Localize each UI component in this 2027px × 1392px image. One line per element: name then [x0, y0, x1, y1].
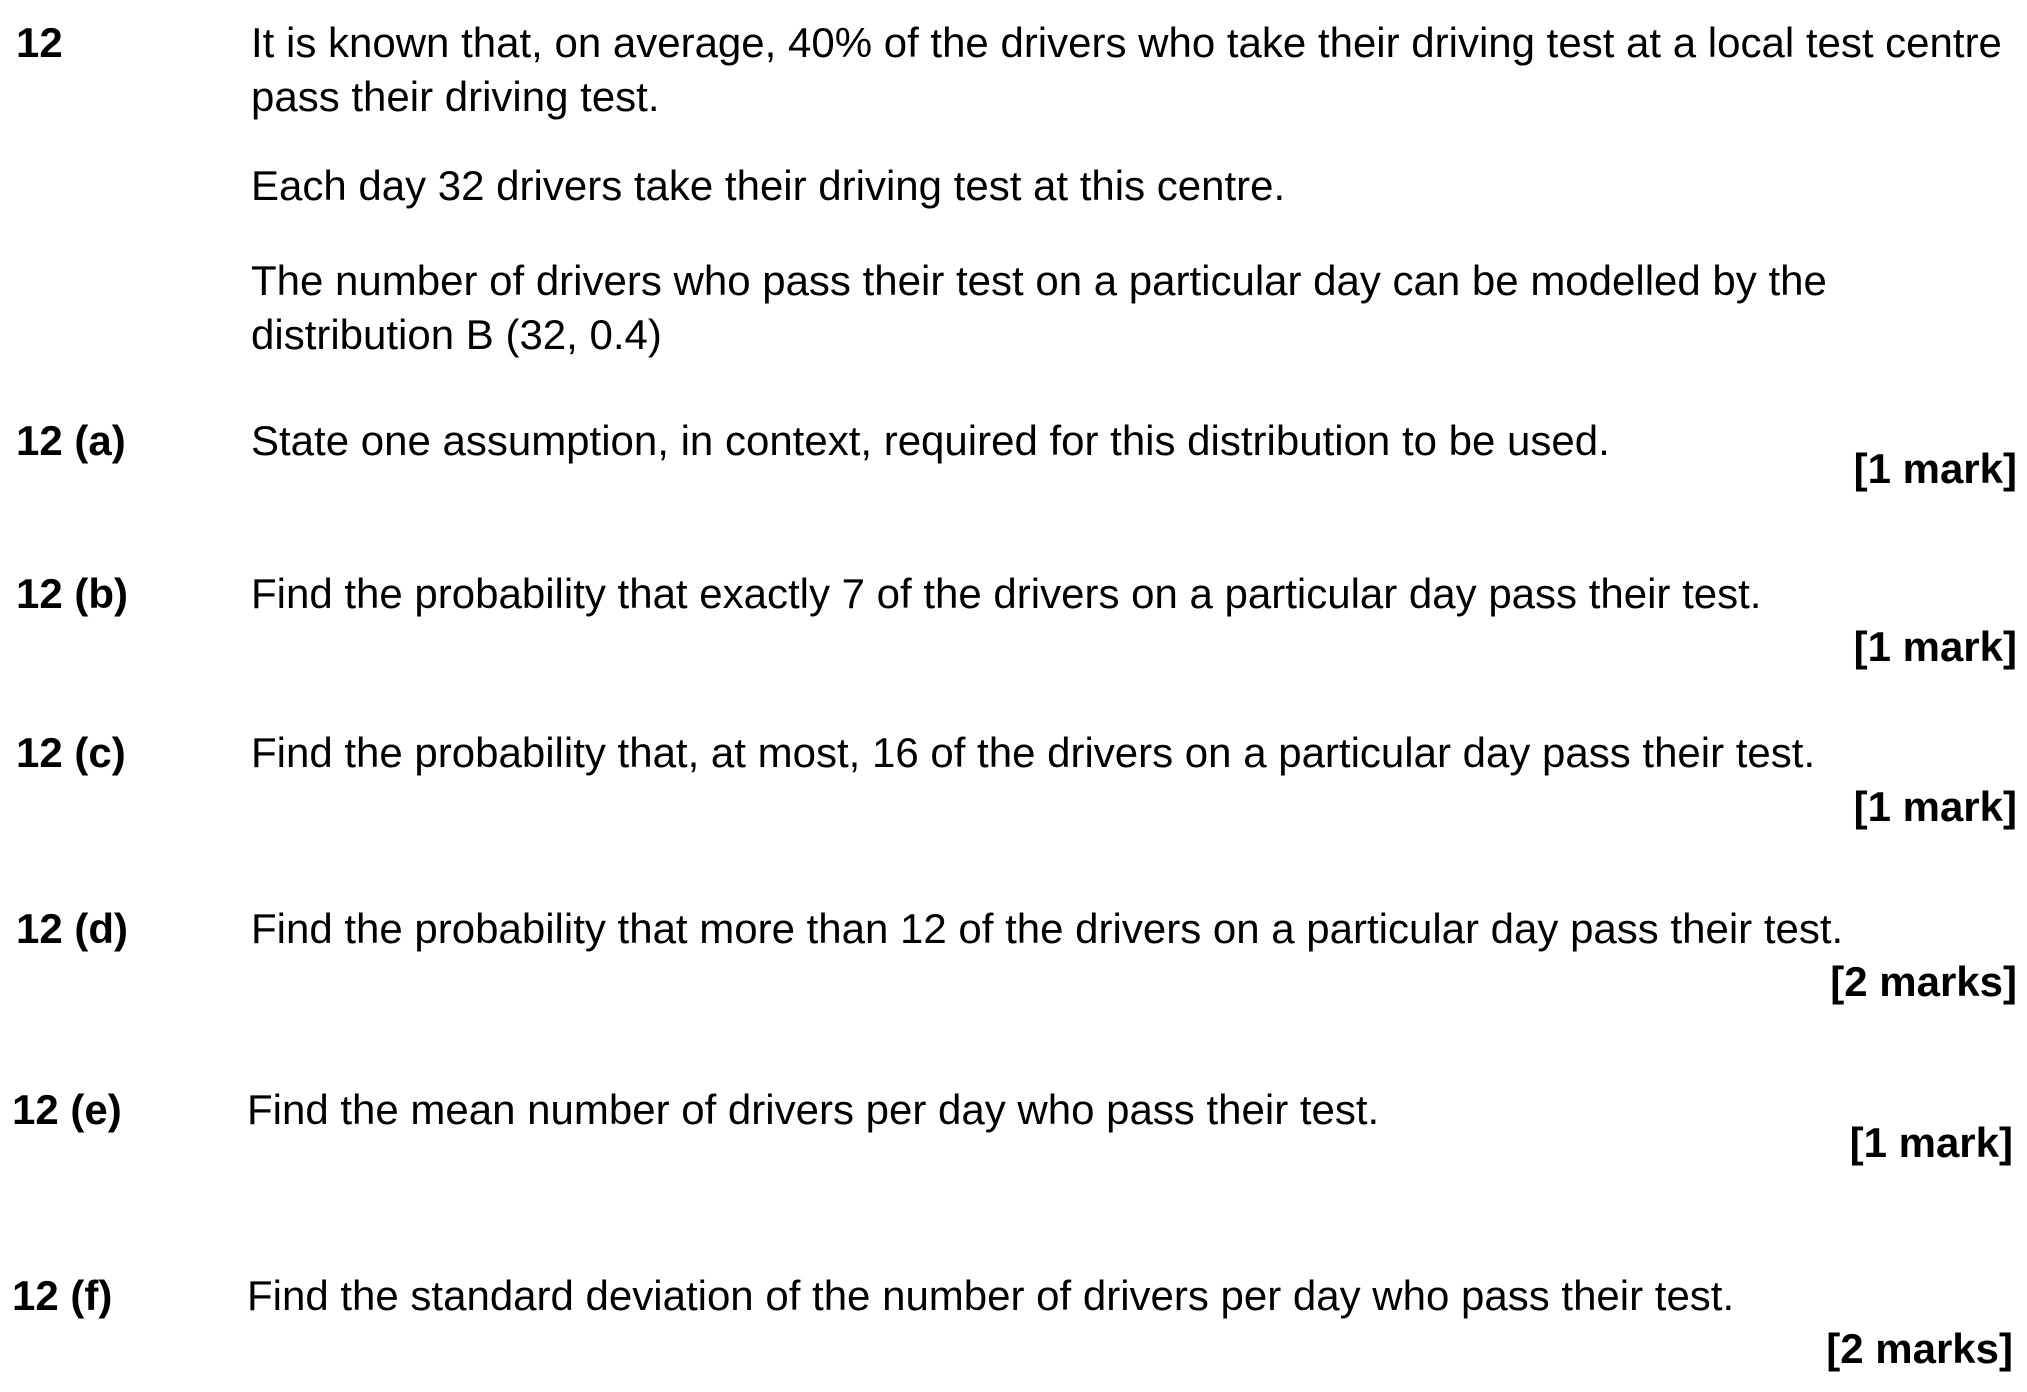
part-b-marks: [1 mark] [1853, 623, 2017, 670]
part-d-text: Find the probability that more than 12 of the drivers on a particular day pass their test. [251, 905, 1844, 952]
intro-paragraph-3: The number of drivers who pass their test on a particular day can be modelled by the distribution B (32, 0.4) [251, 257, 1827, 358]
part-c-text: Find the probability that, at most, 16 of the drivers on a particular day pass their test. [251, 729, 1816, 776]
part-e-marks: [1 mark] [1849, 1119, 2013, 1166]
part-b-label: 12 (b) [16, 570, 129, 617]
intro-paragraph-2: Each day 32 drivers take their driving test at this centre. [251, 162, 1286, 209]
part-f-label: 12 (f) [12, 1272, 113, 1319]
part-a-text: State one assumption, in context, required for this distribution to be used. [251, 417, 1610, 464]
part-c-marks: [1 mark] [1853, 783, 2017, 830]
part-c-label: 12 (c) [16, 729, 126, 776]
part-a-marks: [1 mark] [1853, 445, 2017, 492]
part-f-marks: [2 marks] [1826, 1325, 2013, 1372]
part-b-text: Find the probability that exactly 7 of the drivers on a particular day pass their test. [251, 570, 1762, 617]
part-d-marks: [2 marks] [1830, 958, 2017, 1005]
part-a-label: 12 (a) [16, 417, 126, 464]
question-number: 12 [16, 19, 63, 66]
part-e-text: Find the mean number of drivers per day who pass their test. [247, 1086, 1380, 1133]
intro-paragraph-1: It is known that, on average, 40% of the drivers who take their driving test at a local test centre pass their driving test. [251, 19, 2002, 120]
part-f-text: Find the standard deviation of the number of drivers per day who pass their test. [247, 1272, 1735, 1319]
part-e-label: 12 (e) [12, 1086, 122, 1133]
part-d-label: 12 (d) [16, 905, 129, 952]
